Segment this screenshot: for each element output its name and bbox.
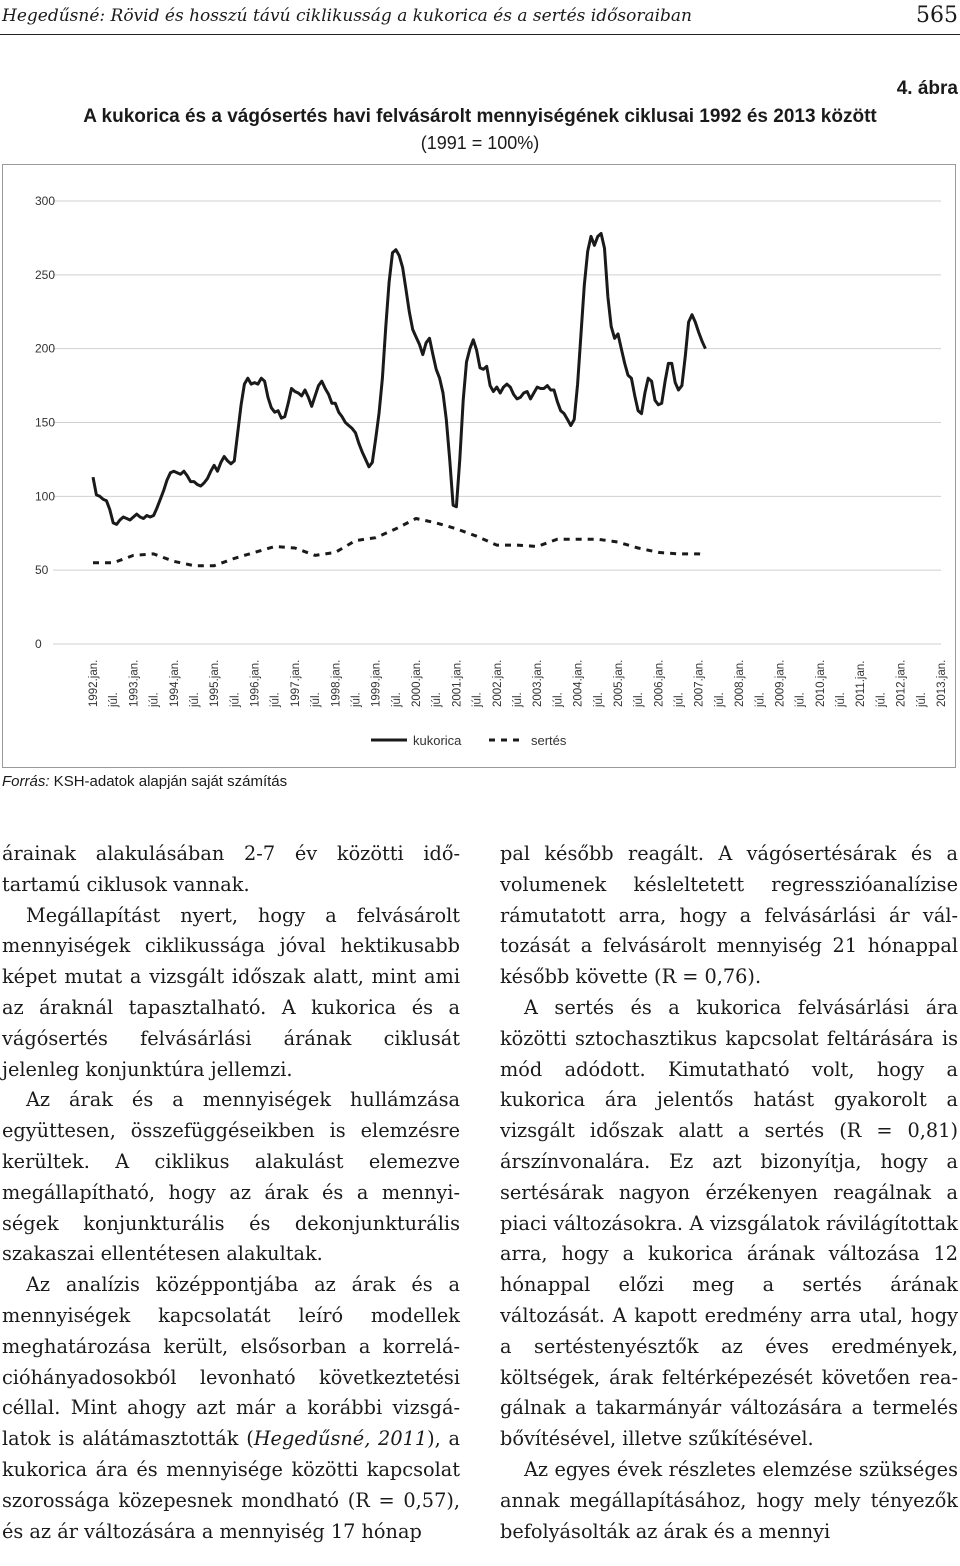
paragraph: Az árak és a mennyiségek hullámzása együttesen, összefüggéseikben is elemzésre kerültek. A ciklikus alakulást elemezve megállapítható, hogy az árak és a mennyiségek konjunkturális és dekonjunkturális szakaszai ellentétesen alakultak. [2, 1088, 460, 1266]
x-tick-label: 1994.jan. [168, 659, 181, 707]
page-number: 565 [916, 3, 958, 28]
x-tick-label: júl. [673, 692, 686, 707]
paragraph-text: Az analízis középpontjába az árak és a mennyiségek kapcsolatát leíró modellek meghatározása került, elsősorban a korrelációhányadosokból levonható következtetési céllal. Mint ahogy azt már a korábbi vizsgálatok is alátámasztották ( [2, 1273, 460, 1451]
y-tick-label: 100 [35, 489, 56, 504]
x-tick-label: júl. [875, 692, 888, 707]
x-tick-label: 1997.jan. [289, 659, 302, 707]
x-tick-label: 1995.jan. [209, 659, 222, 707]
x-tick-label: 2010.jan. [814, 659, 827, 707]
x-tick-label: 1999.jan. [370, 659, 383, 707]
figure-title-block [0, 104, 960, 156]
x-tick-label: 2011.jan. [855, 660, 868, 707]
x-tick-label: 2001.jan. [451, 659, 464, 707]
x-tick-label: júl. [471, 692, 484, 707]
x-tick-label: 2006.jan. [653, 659, 666, 707]
paragraph: pal később reagált. A vágósertésárak és a volumenek késleltetett regresszióanalízise rámutatott arra, hogy a felvásárlási ár változását a felvásárolt mennyiség 21 hónappal később követte (R = 0,76). [500, 842, 958, 989]
paragraph: Megállapítást nyert, hogy a felvásárolt mennyiségek ciklikussága jóval hektikusabb képet mutat a vizsgált időszak alatt, mint ami az áraknál tapasztalható. A kukorica és a vágósertés felvásárlási árának ciklusát jelenleg konjunktúra jellemzi. [2, 903, 460, 1081]
paragraph: Az egyes évek részletes elemzése szükséges annak megállapításához, hogy mely tényezők befolyásolták az árak és a mennyi [500, 1457, 958, 1543]
running-head-title: Hegedűsné: Rövid és hosszú távú ciklikusság a kukorica és a sertés idősoraiban [2, 6, 692, 26]
x-tick-label: 2002.jan. [491, 659, 504, 707]
x-tick-label: júl. [754, 692, 767, 707]
x-tick-label: 2008.jan. [734, 659, 747, 707]
x-tick-label: júl. [835, 692, 848, 707]
x-tick-label: júl. [108, 692, 121, 707]
legend-label-kukorica: kukorica [413, 733, 462, 748]
figure-source [2, 773, 287, 790]
x-tick-label: júl. [633, 692, 646, 707]
x-tick-label: 2013.jan. [936, 659, 948, 707]
x-tick-label: júl. [390, 692, 403, 707]
x-tick-label: 1998.jan. [330, 659, 343, 707]
x-tick-label: júl. [794, 692, 807, 707]
x-tick-label: 1992.jan. [88, 659, 100, 707]
y-tick-label: 50 [35, 563, 49, 578]
x-tick-label: júl. [148, 692, 161, 707]
line-chart [3, 165, 955, 767]
x-tick-label: 2005.jan. [612, 659, 625, 707]
paragraph [2, 1270, 460, 1547]
source-prefix: Forrás: [2, 773, 50, 790]
x-tick-label: júl. [512, 692, 524, 707]
x-tick-label: 1993.jan. [128, 659, 141, 707]
y-tick-label: 300 [35, 194, 56, 208]
running-head [0, 0, 960, 35]
x-tick-label: júl. [269, 692, 282, 707]
paragraph-text: ), a kukorica ára és mennyisége közötti kapcsolat szorossága közepesnek mondható (R = 0,57), és az ár változására a mennyiség 17 hónap [2, 1427, 460, 1543]
source-text: KSH-adatok alapján saját számítás [49, 773, 288, 790]
x-tick-label: 2003.jan. [532, 659, 545, 707]
x-tick-label: júl. [915, 692, 928, 707]
x-tick-label: 2012.jan. [895, 659, 908, 707]
series-line-kukorica [93, 234, 705, 525]
figure-title: A kukorica és a vágósertés havi felvásárolt mennyiségének ciklusai 1992 és 2013 között [83, 106, 877, 127]
x-tick-label: 2004.jan. [572, 659, 585, 707]
x-tick-label: júl. [229, 692, 242, 707]
figure-subtitle: (1991 = 100%) [420, 133, 540, 153]
paragraph: A sertés és a kukorica felvásárlási ára közötti sztochasztikus kapcsolat feltárására is mód adódott. Kimutatható volt, hogy a kukorica ára jelentős hatást gyakorolt a vizsgált időszak alatt a sertés (R = 0,81) árszínvonalára. Ez azt bizonyítja, hogy a sertésárak nagyon érzékenyen reagálnak a piaci változásokra. A vizsgálatok rávilágítottak arra, hogy a kukorica árának változása 12 hónappal előzi meg a sertés árának változását. A kapott eredmény arra utal, hogy a sertéstenyésztők az éves eredmények, költségek, árak feltérképezését követően reagálnak a takarmányár változására a termelés bővítésével, illetve szűkítésével. [500, 995, 958, 1451]
x-tick-label: júl. [310, 692, 323, 707]
x-tick-label: 2007.jan. [693, 659, 706, 707]
x-tick-label: júl. [592, 692, 605, 707]
figure-label: 4. ábra [896, 78, 958, 99]
citation: Hegedűsné, 2011 [253, 1427, 428, 1451]
paragraph: árainak alakulásában 2-7 év közötti időtartamú ciklusok vannak. [2, 842, 460, 896]
x-tick-label: júl. [188, 692, 201, 707]
y-tick-label: 200 [35, 341, 56, 356]
y-tick-label: 250 [35, 267, 56, 282]
legend-label-sertés: sertés [531, 733, 567, 748]
text-column-right [500, 839, 958, 1547]
x-tick-label: 2000.jan. [411, 659, 424, 707]
series-line-sertés [93, 519, 705, 566]
x-tick-label: júl. [350, 692, 363, 707]
x-tick-label: júl. [552, 692, 565, 707]
y-tick-label: 0 [35, 637, 42, 651]
x-tick-label: 1996.jan. [249, 659, 262, 707]
y-tick-label: 150 [35, 415, 56, 430]
x-tick-label: júl. [713, 692, 726, 707]
x-tick-label: júl. [431, 692, 444, 707]
text-column-left [2, 839, 460, 1547]
x-tick-label: 2009.jan. [774, 659, 787, 707]
chart-frame [2, 164, 956, 768]
